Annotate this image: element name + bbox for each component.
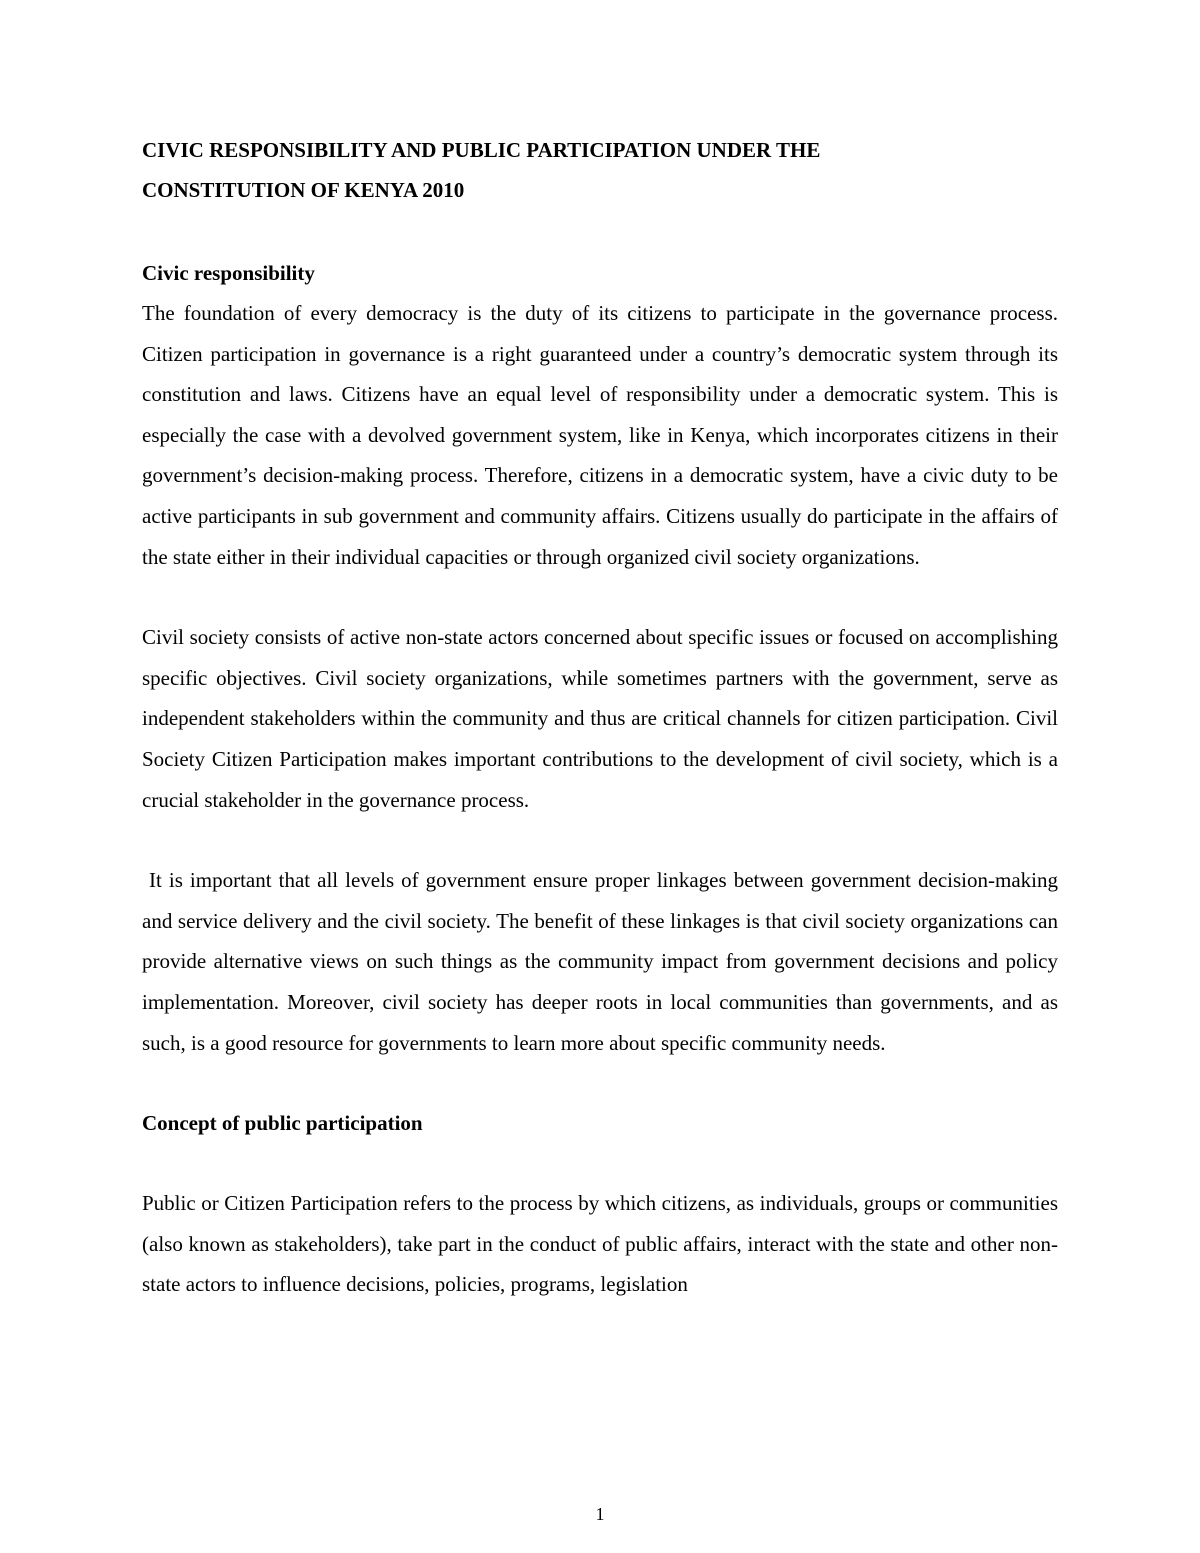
paragraph-civil-society: Civil society consists of active non-state actors concerned about specific issues or focused on accomplishing specific objectives. Civil society organizations, while sometimes partners with the government, serve as independent stakeholders within the community and thus are critical channels for citizen participation. Civil Society Citizen Participation makes important contributions to the development of civil society, which is a crucial stakeholder in the governance process. — [142, 625, 1058, 812]
document-title-line-1: CIVIC RESPONSIBILITY AND PUBLIC PARTICIPATION UNDER THE — [142, 138, 821, 162]
paragraph-civic-duty: The foundation of every democracy is the duty of its citizens to participate in the governance process. Citizen participation in governance is a right guaranteed under a country’s democratic system through its constitution and laws. Citizens have an equal level of responsibility under a democratic system. This is especially the case with a devolved government system, like in Kenya, which incorporates citizens in their government’s decision-making process. Therefore, citizens in a democratic system, have a civic duty to be active participants in sub government and community affairs. Citizens usually do participate in the affairs of the state either in their individual capacities or through organized civil society organizations. — [142, 301, 1058, 569]
document-body — [142, 130, 1064, 1305]
document-title-line-2: CONSTITUTION OF KENYA 2010 — [142, 178, 465, 202]
spacer — [142, 1143, 1058, 1183]
spacer — [142, 210, 1058, 253]
section-heading-public-participation: Concept of public participation — [142, 1111, 423, 1136]
spacer — [142, 577, 1058, 617]
paragraph-government-linkages: It is important that all levels of government ensure proper linkages between government decision-making and service delivery and the civil society. The benefit of these linkages is that civil society organizations can provide alternative views on such things as the community impact from government decisions and policy implementation. Moreover, civil society has deeper roots in local communities than governments, and as such, is a good resource for governments to learn more about specific community needs. — [142, 868, 1064, 1055]
page-number: 1 — [595, 1504, 605, 1524]
paragraph-public-participation-definition: Public or Citizen Participation refers to the process by which citizens, as individuals, groups or communities (also known as stakeholders), take part in the conduct of public affairs, interact with the state and other non-state actors to influence decisions, policies, programs, legislation — [142, 1191, 1058, 1297]
spacer — [142, 820, 1058, 860]
spacer — [142, 1063, 1058, 1103]
section-heading-civic-responsibility: Civic responsibility — [142, 261, 315, 285]
